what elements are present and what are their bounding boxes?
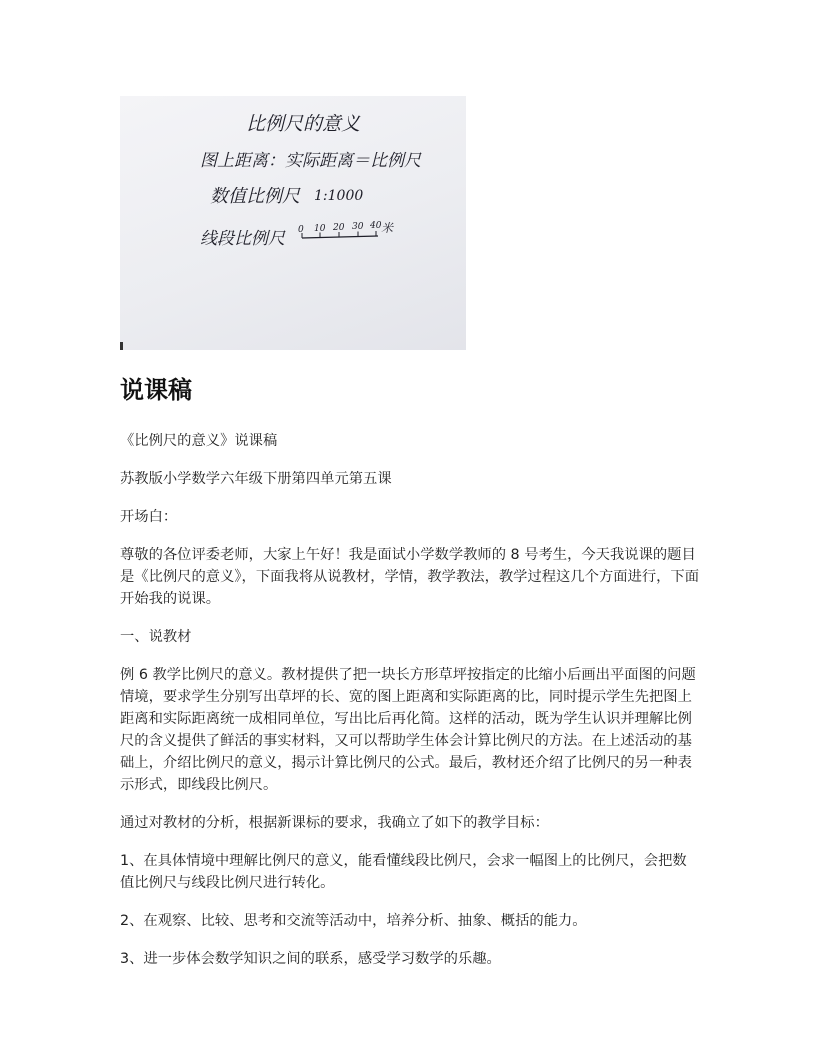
handwritten-note bbox=[120, 96, 466, 350]
paragraph-textbook-analysis: 例 6 教学比例尺的意义。教材提供了把一块长方形草坪按指定的比缩小后画出平面图的问题情境，要求学生分别写出草坪的长、宽的图上距离和实际距离的比，同时提示学生先把图上距离和实际距离统一成相同单位，写出比后再化简。这样的活动，既为学生认识并理解比例尺的含义提供了鲜活的事实材料，又可以帮助学生体会计算比例尺的方法。在上述活动的基础上，介绍比例尺的意义，揭示计算比例尺的公式。最后，教材还介绍了比例尺的另一种表示形式，即线段比例尺。 bbox=[120, 667, 696, 793]
line-scale-bar bbox=[298, 221, 394, 238]
scale-tick-10: 10 bbox=[314, 224, 326, 234]
goal-item-2: 2、在观察、比较、思考和交流等活动中，培养分析、抽象、概括的能力。 bbox=[120, 913, 587, 929]
section-heading-textbook: 一、说教材 bbox=[120, 629, 192, 645]
scale-tick-0: 0 bbox=[298, 225, 304, 235]
paragraph-textbook-info: 苏教版小学数学六年级下册第四单元第五课 bbox=[120, 471, 392, 487]
document-body bbox=[120, 372, 700, 986]
note-numeric-scale-label: 数值比例尺 bbox=[210, 186, 300, 207]
goal-item-3: 3、进一步体会数学知识之间的联系，感受学习数学的乐趣。 bbox=[120, 951, 501, 967]
note-formula: 图上距离：实际距离＝比例尺 bbox=[200, 151, 421, 171]
goal-item-1: 1、在具体情境中理解比例尺的意义，能看懂线段比例尺，会求一幅图上的比例尺，会把数值比例尺与线段比例尺进行转化。 bbox=[120, 853, 687, 891]
page-title: 说课稿 bbox=[120, 376, 192, 404]
scale-tick-20: 20 bbox=[333, 223, 345, 233]
scale-unit: 米 bbox=[381, 221, 394, 235]
scale-tick-40: 40 bbox=[370, 221, 382, 231]
scale-tick-30: 30 bbox=[352, 222, 364, 232]
paragraph-opening: 尊敬的各位评委老师，大家上午好！我是面试小学数学教师的 8 号考生，今天我说课的题目是《比例尺的意义》，下面我将从说教材，学情，教学教法，教学过程这几个方面进行，下面开始我的说课。 bbox=[120, 547, 700, 607]
paragraph-opening-label: 开场白： bbox=[120, 509, 178, 525]
paragraph-goals-intro: 通过对教材的分析，根据新课标的要求，我确立了如下的教学目标： bbox=[120, 815, 549, 831]
paragraph-doc-title: 《比例尺的意义》说课稿 bbox=[120, 433, 278, 449]
note-numeric-scale-value: 1:1000 bbox=[314, 188, 364, 204]
handwritten-note-photo bbox=[120, 96, 466, 350]
photo-edge-shadow bbox=[120, 342, 123, 350]
note-line-scale-label: 线段比例尺 bbox=[200, 229, 285, 249]
note-title: 比例尺的意义 bbox=[246, 113, 361, 135]
